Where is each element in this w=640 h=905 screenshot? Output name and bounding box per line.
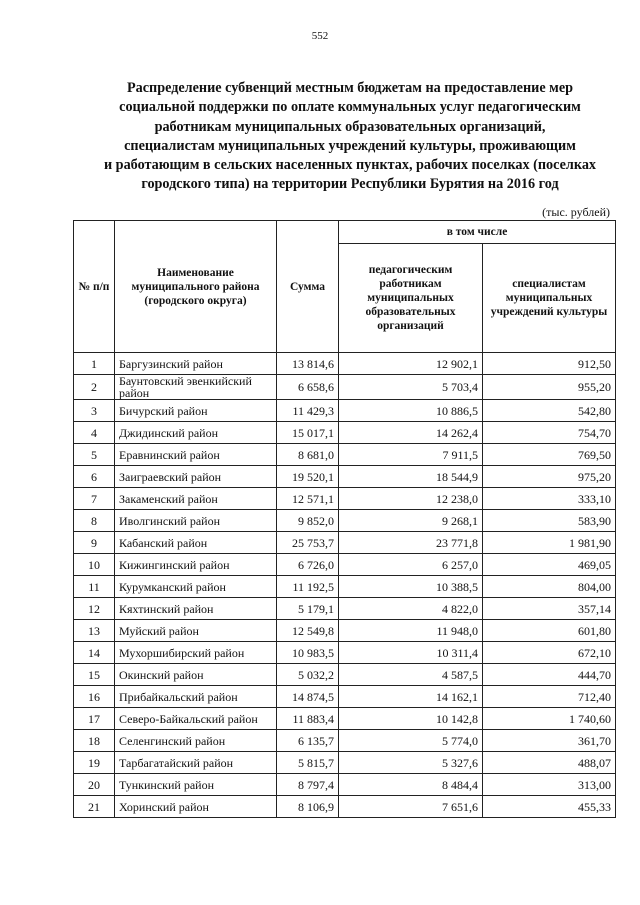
cell-num: 14: [74, 642, 115, 664]
table-row: [74, 664, 616, 686]
header-sum: Сумма: [277, 221, 339, 353]
cell-sum: 11 429,3: [277, 400, 339, 422]
table-row: [74, 686, 616, 708]
table-row: [74, 532, 616, 554]
cell-district: Прибайкальский район: [115, 686, 277, 708]
cell-num: 9: [74, 532, 115, 554]
title-line: социальной поддержки по оплате коммунальных услуг педагогическим: [119, 99, 581, 116]
cell-pedagogical: 9 268,1: [339, 510, 483, 532]
cell-pedagogical: 6 257,0: [339, 554, 483, 576]
header-num: № п/п: [74, 221, 115, 353]
cell-pedagogical: 10 388,5: [339, 576, 483, 598]
cell-pedagogical: 18 544,9: [339, 466, 483, 488]
cell-culture: 1 740,60: [483, 708, 616, 730]
cell-num: 10: [74, 554, 115, 576]
table-body: [74, 353, 616, 818]
cell-sum: 8 106,9: [277, 796, 339, 818]
cell-sum: 10 983,5: [277, 642, 339, 664]
cell-pedagogical: 8 484,4: [339, 774, 483, 796]
cell-num: 17: [74, 708, 115, 730]
cell-culture: 601,80: [483, 620, 616, 642]
cell-district: Баунтовский эвенкийский район: [115, 375, 277, 400]
cell-num: 11: [74, 576, 115, 598]
table-row: [74, 796, 616, 818]
cell-pedagogical: 23 771,8: [339, 532, 483, 554]
cell-district: Мухоршибирский район: [115, 642, 277, 664]
cell-district: Баргузинский район: [115, 353, 277, 375]
title-line: городского типа) на территории Республики Бурятия на 2016 год: [141, 176, 559, 193]
cell-sum: 6 658,6: [277, 375, 339, 400]
table-row: [74, 400, 616, 422]
subventions-table: [73, 220, 616, 818]
cell-pedagogical: 14 262,4: [339, 422, 483, 444]
cell-culture: 912,50: [483, 353, 616, 375]
cell-district: Курумканский район: [115, 576, 277, 598]
cell-num: 18: [74, 730, 115, 752]
cell-num: 21: [74, 796, 115, 818]
cell-sum: 5 179,1: [277, 598, 339, 620]
cell-sum: 11 192,5: [277, 576, 339, 598]
cell-culture: 955,20: [483, 375, 616, 400]
cell-culture: 333,10: [483, 488, 616, 510]
cell-num: 3: [74, 400, 115, 422]
document-title: [80, 79, 620, 195]
cell-culture: 444,70: [483, 664, 616, 686]
cell-num: 1: [74, 353, 115, 375]
cell-sum: 14 874,5: [277, 686, 339, 708]
header-name: Наименование муниципального района (городского округа): [115, 221, 277, 353]
header-group: в том числе: [339, 221, 616, 244]
table-row: [74, 466, 616, 488]
cell-pedagogical: 4 822,0: [339, 598, 483, 620]
cell-culture: 1 981,90: [483, 532, 616, 554]
cell-culture: 361,70: [483, 730, 616, 752]
cell-culture: 542,80: [483, 400, 616, 422]
cell-culture: 754,70: [483, 422, 616, 444]
table-row: [74, 444, 616, 466]
cell-num: 16: [74, 686, 115, 708]
cell-sum: 5 815,7: [277, 752, 339, 774]
cell-district: Закаменский район: [115, 488, 277, 510]
cell-num: 6: [74, 466, 115, 488]
cell-pedagogical: 10 886,5: [339, 400, 483, 422]
table-row: [74, 598, 616, 620]
cell-sum: 25 753,7: [277, 532, 339, 554]
cell-culture: 712,40: [483, 686, 616, 708]
cell-pedagogical: 12 902,1: [339, 353, 483, 375]
title-line: и работающим в сельских населенных пунктах, рабочих поселках (поселках: [103, 157, 597, 174]
cell-culture: 357,14: [483, 598, 616, 620]
cell-num: 5: [74, 444, 115, 466]
cell-culture: 769,50: [483, 444, 616, 466]
title-line: Распределение субвенций местным бюджетам на предоставление мер: [126, 80, 574, 96]
cell-num: 8: [74, 510, 115, 532]
cell-sum: 9 852,0: [277, 510, 339, 532]
cell-sum: 8 797,4: [277, 774, 339, 796]
units-note: (тыс. рублей): [542, 205, 610, 219]
table-row: [74, 752, 616, 774]
cell-district: Кяхтинский район: [115, 598, 277, 620]
cell-num: 4: [74, 422, 115, 444]
header-cult: специалистам муниципальных учреждений культуры: [483, 244, 616, 353]
cell-district: Хоринский район: [115, 796, 277, 818]
cell-num: 19: [74, 752, 115, 774]
cell-pedagogical: 14 162,1: [339, 686, 483, 708]
cell-sum: 8 681,0: [277, 444, 339, 466]
cell-district: Муйский район: [115, 620, 277, 642]
cell-district: Тункинский район: [115, 774, 277, 796]
cell-sum: 5 032,2: [277, 664, 339, 686]
cell-culture: 313,00: [483, 774, 616, 796]
cell-culture: 975,20: [483, 466, 616, 488]
cell-num: 15: [74, 664, 115, 686]
cell-num: 7: [74, 488, 115, 510]
cell-district: Кижингинский район: [115, 554, 277, 576]
cell-num: 20: [74, 774, 115, 796]
cell-district: Бичурский район: [115, 400, 277, 422]
table-row: [74, 576, 616, 598]
cell-district: Иволгинский район: [115, 510, 277, 532]
cell-pedagogical: 7 911,5: [339, 444, 483, 466]
cell-district: Селенгинский район: [115, 730, 277, 752]
table-row: [74, 642, 616, 664]
cell-district: Заиграевский район: [115, 466, 277, 488]
cell-culture: 469,05: [483, 554, 616, 576]
cell-district: Тарбагатайский район: [115, 752, 277, 774]
cell-pedagogical: 4 587,5: [339, 664, 483, 686]
cell-sum: 6 726,0: [277, 554, 339, 576]
cell-num: 2: [74, 375, 115, 400]
cell-pedagogical: 11 948,0: [339, 620, 483, 642]
cell-pedagogical: 10 311,4: [339, 642, 483, 664]
title-line: специалистам муниципальных учреждений культуры, проживающим: [124, 137, 576, 154]
cell-pedagogical: 5 703,4: [339, 375, 483, 400]
cell-district: Северо-Байкальский район: [115, 708, 277, 730]
cell-culture: 804,00: [483, 576, 616, 598]
cell-pedagogical: 12 238,0: [339, 488, 483, 510]
cell-pedagogical: 5 774,0: [339, 730, 483, 752]
cell-pedagogical: 10 142,8: [339, 708, 483, 730]
table-row: [74, 488, 616, 510]
cell-sum: 13 814,6: [277, 353, 339, 375]
cell-culture: 583,90: [483, 510, 616, 532]
cell-sum: 12 571,1: [277, 488, 339, 510]
cell-culture: 488,07: [483, 752, 616, 774]
cell-sum: 11 883,4: [277, 708, 339, 730]
cell-district: Джидинский район: [115, 422, 277, 444]
table-row: [74, 422, 616, 444]
cell-num: 13: [74, 620, 115, 642]
table-row: [74, 730, 616, 752]
cell-num: 12: [74, 598, 115, 620]
table-row: [74, 620, 616, 642]
table-row: [74, 554, 616, 576]
cell-district: Кабанский район: [115, 532, 277, 554]
page-number: 552: [311, 30, 329, 42]
title-line: работникам муниципальных образовательных организаций,: [154, 118, 546, 135]
cell-sum: 6 135,7: [277, 730, 339, 752]
cell-sum: 12 549,8: [277, 620, 339, 642]
cell-sum: 15 017,1: [277, 422, 339, 444]
table-row: [74, 375, 616, 400]
table-row: [74, 353, 616, 375]
cell-culture: 455,33: [483, 796, 616, 818]
cell-pedagogical: 7 651,6: [339, 796, 483, 818]
table-row: [74, 510, 616, 532]
cell-culture: 672,10: [483, 642, 616, 664]
table-row: [74, 774, 616, 796]
header-ped: педагогическим работникам муниципальных образовательных организаций: [339, 244, 483, 353]
cell-pedagogical: 5 327,6: [339, 752, 483, 774]
cell-district: Еравнинский район: [115, 444, 277, 466]
cell-sum: 19 520,1: [277, 466, 339, 488]
cell-district: Окинский район: [115, 664, 277, 686]
table-row: [74, 708, 616, 730]
